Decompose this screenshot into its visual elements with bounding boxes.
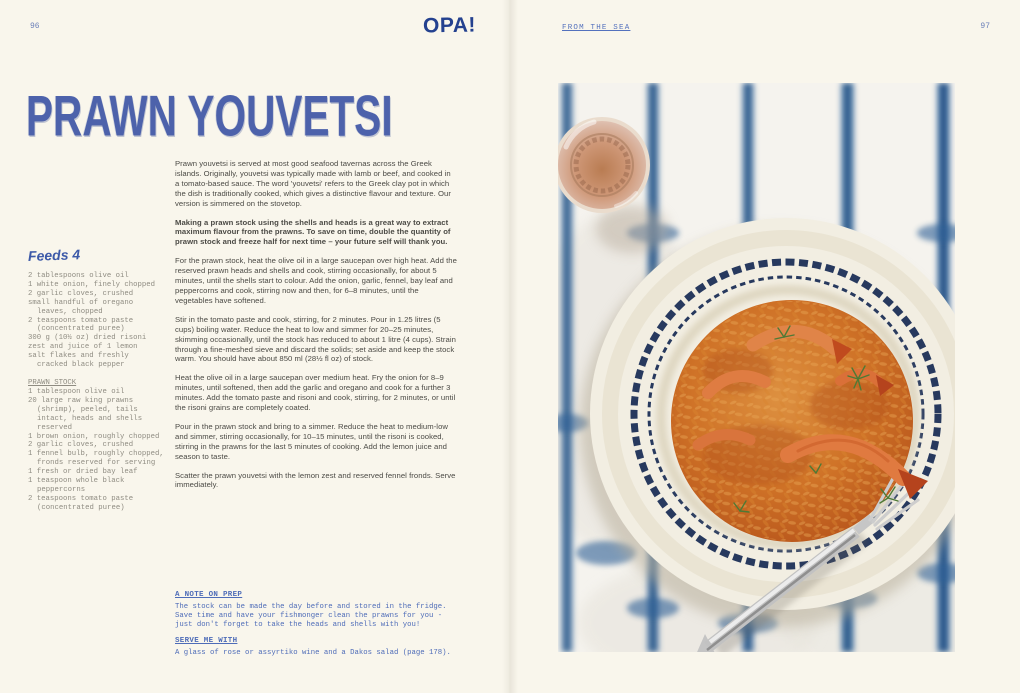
prep-note-heading: A NOTE ON PREP xyxy=(175,591,243,599)
prawn-stock-list xyxy=(28,388,174,513)
recipe-method xyxy=(175,256,457,490)
page-number-left: 96 xyxy=(30,22,40,31)
opa-logo: OPA! xyxy=(422,13,477,38)
serve-with-heading: SERVE ME WITH xyxy=(175,637,238,645)
ingredient-line: 1 white onion, finely chopped xyxy=(28,280,155,289)
prep-note-line: just don't forget to take the heads and shells with you! xyxy=(175,621,421,629)
recipe-notes xyxy=(175,591,495,658)
ingredient-line: 2 teaspoons tomato paste xyxy=(28,316,134,325)
prawn-stock-line: (shrimp), peeled, tails xyxy=(37,405,138,414)
prawn-stock-line: intact, heads and shells xyxy=(37,414,143,423)
prawn-stock-line: 1 fresh or dried bay leaf xyxy=(28,468,138,477)
recipe-body xyxy=(175,159,457,499)
prawn-stock-line: reserved xyxy=(37,423,73,432)
prawn-stock-line: (concentrated puree) xyxy=(37,503,125,512)
method-paragraph: Pour in the prawn stock and bring to a simmer. Reduce the heat to medium-low and simmer, stirring occasionally, for 10–15 minutes, until the risoni is cooked, stirring in the prawns for the last 5 minutes of cooking. Add the lemon juice and season to taste. xyxy=(175,421,448,461)
intro-paragraph: Prawn youvetsi is served at most good seafood tavernas across the Greek islands. Originally, youvetsi was typically made with lamb or beef, and cooked in a tomato-based sauce. The word 'youvetsi' refers to the Greek clay pot in which the dish is traditionally cooked, which gives a distinctive flavour and texture. Our version is simmered on the stovetop. xyxy=(175,159,451,208)
prawn-stock-line: 2 garlic cloves, crushed xyxy=(28,441,134,450)
prawn-stock-line: 20 large raw king prawns xyxy=(28,396,134,405)
ingredient-line: (concentrated puree) xyxy=(37,325,125,334)
prawn-stock-line: peppercorns xyxy=(37,485,86,494)
prawn-stock-line: 1 fennel bulb, roughly chopped, xyxy=(28,450,164,459)
serves-label: Feeds 4 xyxy=(27,246,81,264)
prawn-stock-heading: PRAWN STOCK xyxy=(28,378,77,387)
recipe-intro xyxy=(175,159,457,247)
intro-paragraph: Making a prawn stock using the shells and heads is a great way to extract maximum flavour from the prawns. To save on time, double the quantity of prawn stock and freeze half for next time – your future self will thank you. xyxy=(175,217,451,247)
ingredient-line: cracked black pepper xyxy=(37,361,125,370)
prawn-stock-line: 2 teaspoons tomato paste xyxy=(28,494,134,503)
dish-photo-art xyxy=(558,83,955,652)
page-number-right: 97 xyxy=(980,22,990,31)
ingredient-line: 300 g (10½ oz) dried risoni xyxy=(28,334,147,343)
ingredient-list xyxy=(28,272,174,370)
section-header: FROM THE SEA xyxy=(562,24,631,32)
method-paragraph: For the prawn stock, heat the olive oil in a large saucepan over high heat. Add the reserved prawn heads and shells and cook, stirring occasionally, for about 5 minutes, until the shells start to colour. Add the onion, garlic, fennel, bay leaf and peppercorns and cook, stirring now and then, for 6–8 minutes, until the vegetables have softened. xyxy=(175,256,457,305)
ingredient-line: leaves, chopped xyxy=(37,307,103,316)
prep-note-line: The stock can be made the day before and stored in the fridge. xyxy=(175,603,447,611)
ingredient-line: salt flakes and freshly xyxy=(28,352,129,361)
ingredients-sidebar xyxy=(28,248,174,513)
serve-with-text: A glass of rose or assyrtiko wine and a Dakos salad (page 178). xyxy=(175,649,451,657)
method-paragraph: Heat the olive oil in a large saucepan over medium heat. Fry the onion for 8–9 minutes, until softened, then add the garlic and oregano and cook for a further 3 minutes. Add the tomato paste and risoni and cook, stirring, for 2 minutes, or until the risoni grains are completely coated. xyxy=(175,373,456,413)
ingredient-line: 2 garlic cloves, crushed xyxy=(28,289,134,298)
prawn-stock-line: fronds reserved for serving xyxy=(37,459,156,468)
prep-note-text xyxy=(175,603,495,630)
page-fold xyxy=(502,0,518,693)
prawn-stock-line: 1 tablespoon olive oil xyxy=(28,387,125,396)
dish-photo xyxy=(558,83,955,652)
ingredient-line: zest and juice of 1 lemon xyxy=(28,343,138,352)
recipe-title: PRAWN YOUVETSI xyxy=(26,85,393,149)
prawn-stock-line: 1 brown onion, roughly chopped xyxy=(28,432,160,441)
ingredient-line: 2 tablespoons olive oil xyxy=(28,272,129,280)
ingredient-line: small handful of oregano xyxy=(28,298,134,307)
method-paragraph: Scatter the prawn youvetsi with the lemon zest and reserved fennel fronds. Serve immediately. xyxy=(175,470,456,490)
method-paragraph: Stir in the tomato paste and cook, stirring, for 2 minutes. Pour in 1.25 litres (5 cups) boiling water. Reduce the heat to low and simmer for 20–25 minutes, skimming occasionally, until the stock has reduced to about 1 litre (4 cups). Strain through a fine-meshed sieve and discard the solids; set aside and keep the stock warm. You should have about 850 ml (28½ fl oz) of stock. xyxy=(175,314,456,364)
prep-note-line: Save time and have your fishmonger clean the prawns for you - xyxy=(175,612,443,620)
prawn-stock-line: 1 teaspoon whole black xyxy=(28,477,125,486)
